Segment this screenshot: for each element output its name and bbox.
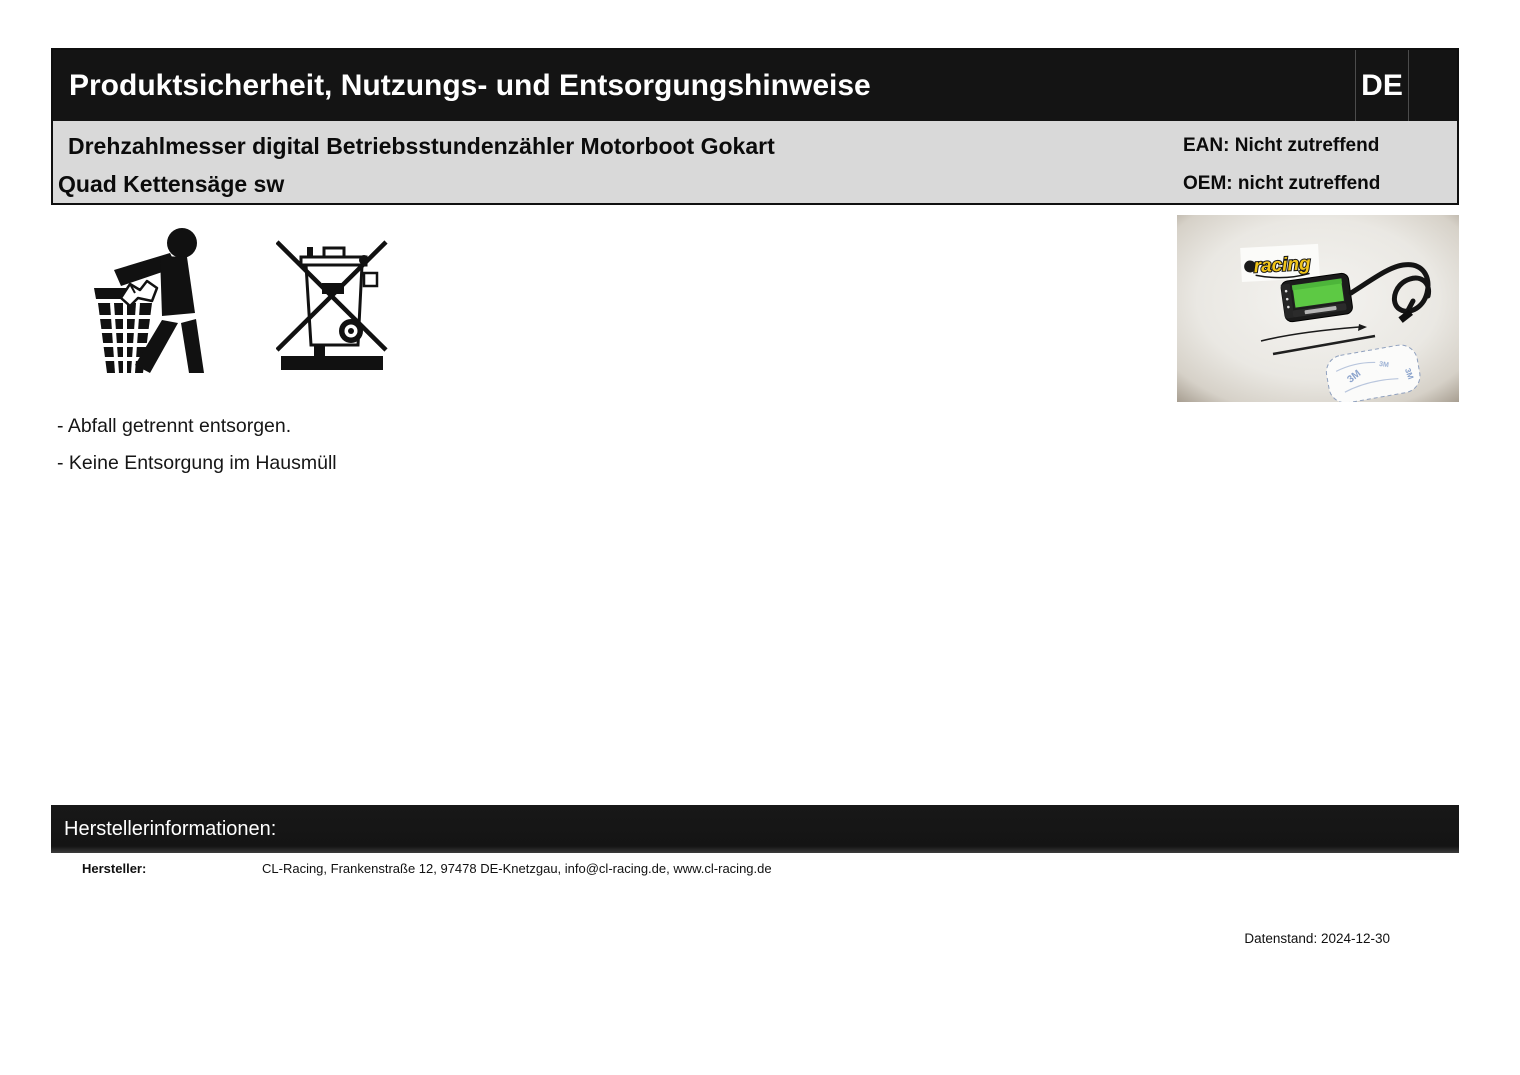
manufacturer-section-bar	[51, 805, 1459, 853]
pad-3m-text: 3M	[1402, 367, 1416, 381]
sticker-text: racing	[1253, 253, 1312, 278]
disposal-notes	[57, 408, 337, 482]
product-name-line2: Quad Kettensäge sw	[58, 171, 285, 197]
manufacturer-value: CL-Racing, Frankenstraße 12, 97478 DE-Knetzgau, info@cl-racing.de, www.cl-racing.de	[262, 861, 772, 876]
pad-3m-text: 3M	[1378, 360, 1390, 370]
disposal-note: - Keine Entsorgung im Hausmüll	[57, 452, 337, 474]
manufacturer-label: Hersteller:	[82, 861, 147, 876]
product-info-bar	[53, 121, 1457, 203]
oem-value: OEM: nicht zutreffend	[1183, 173, 1381, 194]
ean-value: EAN: Nicht zutreffend	[1183, 135, 1380, 156]
product-photo	[1177, 215, 1459, 402]
data-status-date: Datenstand: 2024-12-30	[1244, 931, 1390, 946]
pad-3m-text: 3M	[1345, 368, 1364, 386]
tidyman-litter-disposal-icon	[90, 226, 232, 379]
weee-crossed-out-bin-icon	[276, 228, 390, 377]
language-badge: DE	[1355, 50, 1409, 121]
racing-logo-sticker	[1240, 244, 1320, 282]
tachometer-device	[1280, 272, 1353, 322]
disposal-note: - Abfall getrennt entsorgen.	[57, 415, 292, 437]
product-name-line1: Drehzahlmesser digital Betriebsstundenzähler Motorboot Gokart	[68, 133, 775, 159]
manufacturer-section-title: Herstellerinformationen:	[64, 817, 277, 840]
product-codes	[1183, 127, 1380, 203]
title-bar-spacer	[1409, 50, 1457, 121]
title-bar	[53, 50, 1457, 121]
page-title: Produktsicherheit, Nutzungs- und Entsorgungshinweise	[69, 68, 871, 102]
document-header	[51, 48, 1459, 205]
manufacturer-row	[82, 861, 772, 876]
